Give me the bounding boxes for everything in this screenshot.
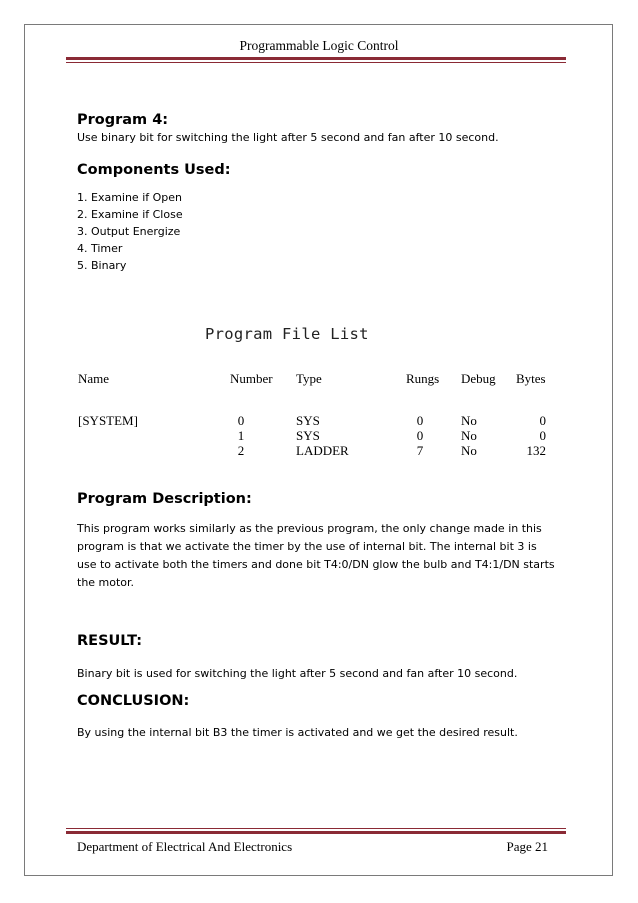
table-cell-bytes: 0 bbox=[539, 413, 546, 428]
table-cell-debug: No bbox=[461, 428, 477, 443]
column-rungs bbox=[414, 413, 426, 458]
footer-department: Department of Electrical And Electronics bbox=[77, 839, 293, 854]
list-item: 5. Binary bbox=[77, 259, 127, 272]
column-number bbox=[235, 413, 247, 458]
program-file-list-title: Program File List bbox=[205, 325, 369, 343]
description-heading: Program Description: bbox=[77, 491, 252, 507]
table-cell-rungs: 0 bbox=[416, 413, 424, 428]
header-rule-thick bbox=[66, 57, 566, 60]
column-type bbox=[296, 413, 349, 458]
table-cell-rungs: 7 bbox=[416, 443, 424, 458]
column-header-type: Type bbox=[296, 371, 322, 386]
table-cell-debug: No bbox=[461, 443, 477, 458]
program-statement: Use binary bit for switching the light after 5 second and fan after 10 second. bbox=[77, 131, 499, 144]
footer-rule-thick bbox=[66, 831, 566, 834]
description-text: This program works similarly as the previous program, the only change made in this program is that we activate the timer by the use of internal bit. The internal bit 3 is use to activate both the timers and done bit T4:0/DN glow the bulb and T4:1/DN starts the motor. bbox=[77, 522, 555, 589]
conclusion-text: By using the internal bit B3 the timer is activated and we get the desired result. bbox=[77, 726, 518, 739]
header-rule-thin bbox=[66, 62, 566, 63]
column-header-bytes: Bytes bbox=[516, 371, 546, 386]
column-header-name: Name bbox=[78, 371, 110, 386]
components-list bbox=[77, 189, 183, 274]
table-cell-type: LADDER bbox=[296, 443, 349, 458]
conclusion-heading: CONCLUSION: bbox=[77, 693, 190, 709]
list-item: 1. Examine if Open bbox=[77, 191, 183, 204]
footer-rule-thin bbox=[66, 828, 566, 829]
table-cell-debug: No bbox=[461, 413, 477, 428]
table-cell-name: [SYSTEM] bbox=[78, 413, 138, 428]
column-debug bbox=[461, 413, 477, 458]
footer-page-number: Page 21 bbox=[506, 839, 548, 854]
table-cell-bytes: 132 bbox=[526, 443, 546, 458]
table-cell-number: 1 bbox=[237, 428, 245, 443]
table-cell-bytes: 0 bbox=[539, 428, 546, 443]
column-header-debug: Debug bbox=[461, 371, 496, 386]
components-heading: Components Used: bbox=[77, 162, 231, 178]
header-title: Programmable Logic Control bbox=[239, 38, 399, 53]
table-cell-number: 0 bbox=[237, 413, 245, 428]
column-bytes bbox=[520, 413, 546, 458]
list-item: 3. Output Energize bbox=[77, 225, 181, 238]
column-header-rungs: Rungs bbox=[406, 371, 440, 386]
result-text: Binary bit is used for switching the light after 5 second and fan after 10 second. bbox=[77, 667, 518, 680]
list-item: 4. Timer bbox=[77, 242, 123, 255]
column-header-number: Number bbox=[230, 371, 273, 386]
table-cell-type: SYS bbox=[296, 413, 320, 428]
program-heading: Program 4: bbox=[77, 112, 169, 128]
table-cell-rungs: 0 bbox=[416, 428, 424, 443]
table-cell-number: 2 bbox=[237, 443, 245, 458]
result-heading: RESULT: bbox=[77, 633, 143, 649]
table-cell-type: SYS bbox=[296, 428, 320, 443]
list-item: 2. Examine if Close bbox=[77, 208, 183, 221]
